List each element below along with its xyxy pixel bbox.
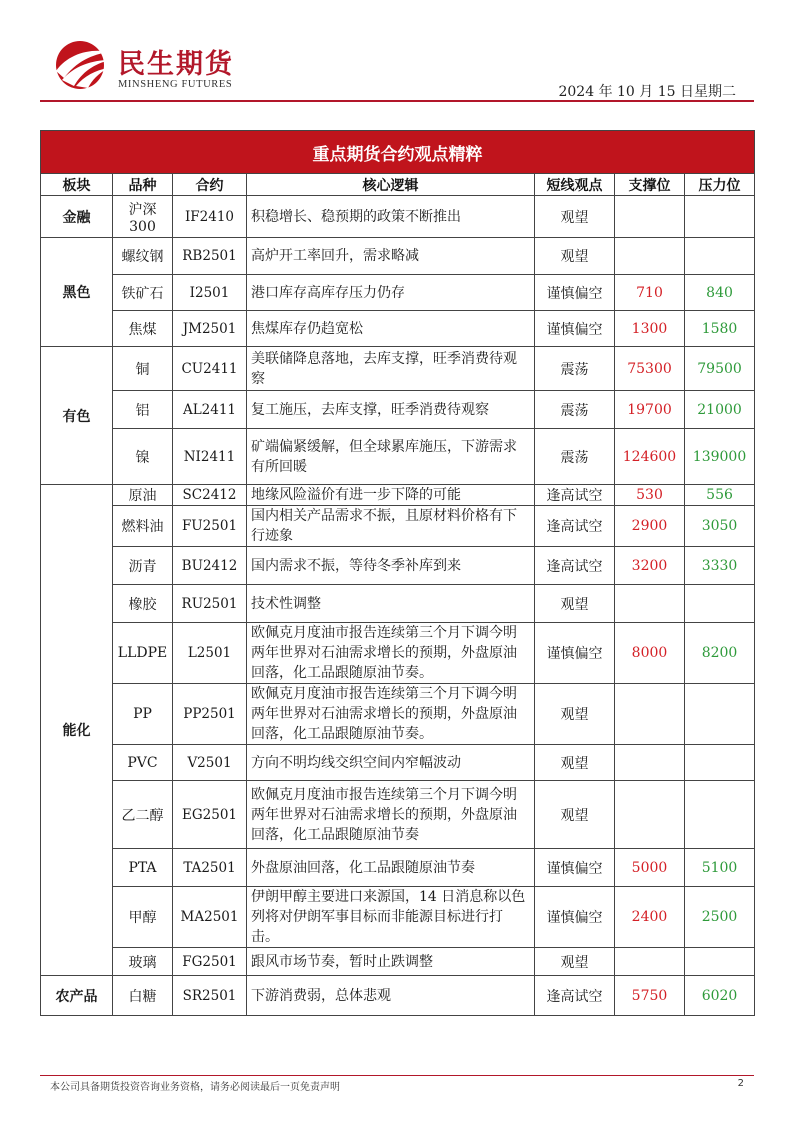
contract-cell: RU2501 (173, 585, 247, 623)
support-level-cell: 710 (615, 275, 685, 311)
variety-cell: 沪深300 (113, 196, 173, 238)
support-level-cell (615, 684, 685, 745)
support-level-cell: 1300 (615, 311, 685, 347)
column-header: 核心逻辑 (247, 174, 535, 196)
support-level-cell (615, 745, 685, 781)
view-cell: 观望 (535, 781, 615, 849)
table-row (41, 745, 755, 781)
view-cell: 逢高试空 (535, 976, 615, 1016)
view-cell: 逢高试空 (535, 547, 615, 585)
resistance-level-cell: 2500 (685, 887, 755, 948)
resistance-level-cell: 3330 (685, 547, 755, 585)
logic-cell: 高炉开工率回升，需求略减 (247, 238, 535, 275)
footer-divider (40, 1075, 754, 1076)
table-row (41, 391, 755, 429)
support-level-cell: 2400 (615, 887, 685, 948)
contract-cell: PP2501 (173, 684, 247, 745)
futures-view-table (40, 130, 755, 1016)
resistance-level-cell: 6020 (685, 976, 755, 1016)
minsheng-logo-icon (50, 40, 112, 90)
resistance-level-cell (685, 781, 755, 849)
view-cell: 震荡 (535, 347, 615, 391)
sector-cell: 有色 (41, 347, 113, 485)
support-level-cell (615, 948, 685, 976)
table-row (41, 781, 755, 849)
contract-cell: EG2501 (173, 781, 247, 849)
contract-cell: SC2412 (173, 485, 247, 506)
sector-cell: 金融 (41, 196, 113, 238)
variety-cell: 玻璃 (113, 948, 173, 976)
resistance-level-cell: 139000 (685, 429, 755, 485)
view-cell: 观望 (535, 585, 615, 623)
table-row (41, 976, 755, 1016)
support-level-cell: 75300 (615, 347, 685, 391)
variety-cell: 铝 (113, 391, 173, 429)
support-level-cell: 2900 (615, 506, 685, 547)
brand-name-cn: 民生期货 (118, 49, 234, 80)
resistance-level-cell: 79500 (685, 347, 755, 391)
support-level-cell: 530 (615, 485, 685, 506)
table-row (41, 585, 755, 623)
variety-cell: 原油 (113, 485, 173, 506)
resistance-level-cell (685, 948, 755, 976)
table-row (41, 684, 755, 745)
logic-cell: 复工施压，去库支撑，旺季消费待观察 (247, 391, 535, 429)
resistance-level-cell: 8200 (685, 623, 755, 684)
contract-cell: CU2411 (173, 347, 247, 391)
support-level-cell (615, 196, 685, 238)
contract-cell: MA2501 (173, 887, 247, 948)
view-cell: 谨慎偏空 (535, 623, 615, 684)
view-cell: 观望 (535, 948, 615, 976)
column-header: 支撑位 (615, 174, 685, 196)
header-divider (40, 100, 754, 102)
resistance-level-cell (685, 585, 755, 623)
logic-cell: 港口库存高库存压力仍存 (247, 275, 535, 311)
table-row (41, 623, 755, 684)
view-cell: 谨慎偏空 (535, 311, 615, 347)
variety-cell: 甲醇 (113, 887, 173, 948)
variety-cell: 橡胶 (113, 585, 173, 623)
resistance-level-cell (685, 196, 755, 238)
variety-cell: 螺纹钢 (113, 238, 173, 275)
variety-cell: 沥青 (113, 547, 173, 585)
view-cell: 震荡 (535, 391, 615, 429)
variety-cell: 焦煤 (113, 311, 173, 347)
view-cell: 观望 (535, 238, 615, 275)
view-cell: 观望 (535, 745, 615, 781)
logic-cell: 方向不明均线交织空间内窄幅波动 (247, 745, 535, 781)
column-header: 合约 (173, 174, 247, 196)
variety-cell: LLDPE (113, 623, 173, 684)
view-cell: 震荡 (535, 429, 615, 485)
contract-cell: V2501 (173, 745, 247, 781)
sector-cell: 能化 (41, 485, 113, 976)
logic-cell: 欧佩克月度油市报告连续第三个月下调今明两年世界对石油需求增长的预期，外盘原油回落，化工品跟随原油节奏 (247, 781, 535, 849)
resistance-level-cell: 21000 (685, 391, 755, 429)
logic-cell: 欧佩克月度油市报告连续第三个月下调今明两年世界对石油需求增长的预期，外盘原油回落，化工品跟随原油节奏。 (247, 684, 535, 745)
logic-cell: 焦煤库存仍趋宽松 (247, 311, 535, 347)
contract-cell: AL2411 (173, 391, 247, 429)
table-row (41, 948, 755, 976)
resistance-level-cell: 3050 (685, 506, 755, 547)
variety-cell: PVC (113, 745, 173, 781)
contract-cell: IF2410 (173, 196, 247, 238)
support-level-cell (615, 238, 685, 275)
contract-cell: NI2411 (173, 429, 247, 485)
table-row (41, 547, 755, 585)
logic-cell: 下游消费弱，总体悲观 (247, 976, 535, 1016)
page-number: 2 (737, 1078, 744, 1089)
contract-cell: BU2412 (173, 547, 247, 585)
column-header: 板块 (41, 174, 113, 196)
view-cell: 逢高试空 (535, 485, 615, 506)
table-row (41, 887, 755, 948)
support-level-cell (615, 781, 685, 849)
view-cell: 观望 (535, 684, 615, 745)
support-level-cell: 5750 (615, 976, 685, 1016)
resistance-level-cell: 5100 (685, 849, 755, 887)
view-cell: 逢高试空 (535, 506, 615, 547)
view-cell: 观望 (535, 196, 615, 238)
logic-cell: 地缘风险溢价有进一步下降的可能 (247, 485, 535, 506)
logic-cell: 技术性调整 (247, 585, 535, 623)
variety-cell: 白糖 (113, 976, 173, 1016)
variety-cell: 镍 (113, 429, 173, 485)
support-level-cell: 8000 (615, 623, 685, 684)
footer-disclaimer: 本公司具备期货投资咨询业务资格，请务必阅读最后一页免责声明 (50, 1082, 340, 1093)
table-row (41, 506, 755, 547)
column-header: 压力位 (685, 174, 755, 196)
logic-cell: 积稳增长、稳预期的政策不断推出 (247, 196, 535, 238)
support-level-cell: 19700 (615, 391, 685, 429)
contract-cell: TA2501 (173, 849, 247, 887)
logic-cell: 跟风市场节奏，暂时止跌调整 (247, 948, 535, 976)
variety-cell: 铜 (113, 347, 173, 391)
table-row (41, 429, 755, 485)
contract-cell: FG2501 (173, 948, 247, 976)
page-header (0, 0, 794, 110)
table-row (41, 275, 755, 311)
sector-cell: 农产品 (41, 976, 113, 1016)
table-row (41, 311, 755, 347)
logic-cell: 美联储降息落地，去库支撑，旺季消费待观察 (247, 347, 535, 391)
resistance-level-cell (685, 684, 755, 745)
table-title: 重点期货合约观点精粹 (41, 131, 755, 174)
logic-cell: 国内相关产品需求不振，且原材料价格有下行迹象 (247, 506, 535, 547)
table-row (41, 347, 755, 391)
contract-cell: I2501 (173, 275, 247, 311)
table-header-row (41, 174, 755, 196)
column-header: 短线观点 (535, 174, 615, 196)
support-level-cell: 3200 (615, 547, 685, 585)
sector-cell: 黑色 (41, 238, 113, 347)
table-row (41, 238, 755, 275)
variety-cell: 铁矿石 (113, 275, 173, 311)
contract-cell: FU2501 (173, 506, 247, 547)
resistance-level-cell: 556 (685, 485, 755, 506)
resistance-level-cell: 1580 (685, 311, 755, 347)
variety-cell: PP (113, 684, 173, 745)
view-cell: 谨慎偏空 (535, 887, 615, 948)
logic-cell: 外盘原油回落，化工品跟随原油节奏 (247, 849, 535, 887)
variety-cell: PTA (113, 849, 173, 887)
contract-cell: L2501 (173, 623, 247, 684)
report-date: 2024 年 10 月 15 日星期二 (558, 84, 736, 100)
brand-name-en: MINSHENG FUTURES (118, 79, 233, 90)
table-row (41, 485, 755, 506)
logic-cell: 国内需求不振，等待冬季补库到来 (247, 547, 535, 585)
support-level-cell (615, 585, 685, 623)
contract-cell: RB2501 (173, 238, 247, 275)
logic-cell: 伊朗甲醇主要进口来源国，14 日消息称以色列将对伊朗军事目标而非能源目标进行打击。 (247, 887, 535, 948)
variety-cell: 燃料油 (113, 506, 173, 547)
contract-cell: SR2501 (173, 976, 247, 1016)
logic-cell: 矿端偏紧缓解，但全球累库施压，下游需求有所回暖 (247, 429, 535, 485)
view-cell: 谨慎偏空 (535, 849, 615, 887)
logic-cell: 欧佩克月度油市报告连续第三个月下调今明两年世界对石油需求增长的预期，外盘原油回落，化工品跟随原油节奏。 (247, 623, 535, 684)
resistance-level-cell (685, 238, 755, 275)
variety-cell: 乙二醇 (113, 781, 173, 849)
table-row (41, 196, 755, 238)
view-cell: 谨慎偏空 (535, 275, 615, 311)
contract-cell: JM2501 (173, 311, 247, 347)
support-level-cell: 124600 (615, 429, 685, 485)
column-header: 品种 (113, 174, 173, 196)
resistance-level-cell: 840 (685, 275, 755, 311)
table-row (41, 849, 755, 887)
resistance-level-cell (685, 745, 755, 781)
support-level-cell: 5000 (615, 849, 685, 887)
